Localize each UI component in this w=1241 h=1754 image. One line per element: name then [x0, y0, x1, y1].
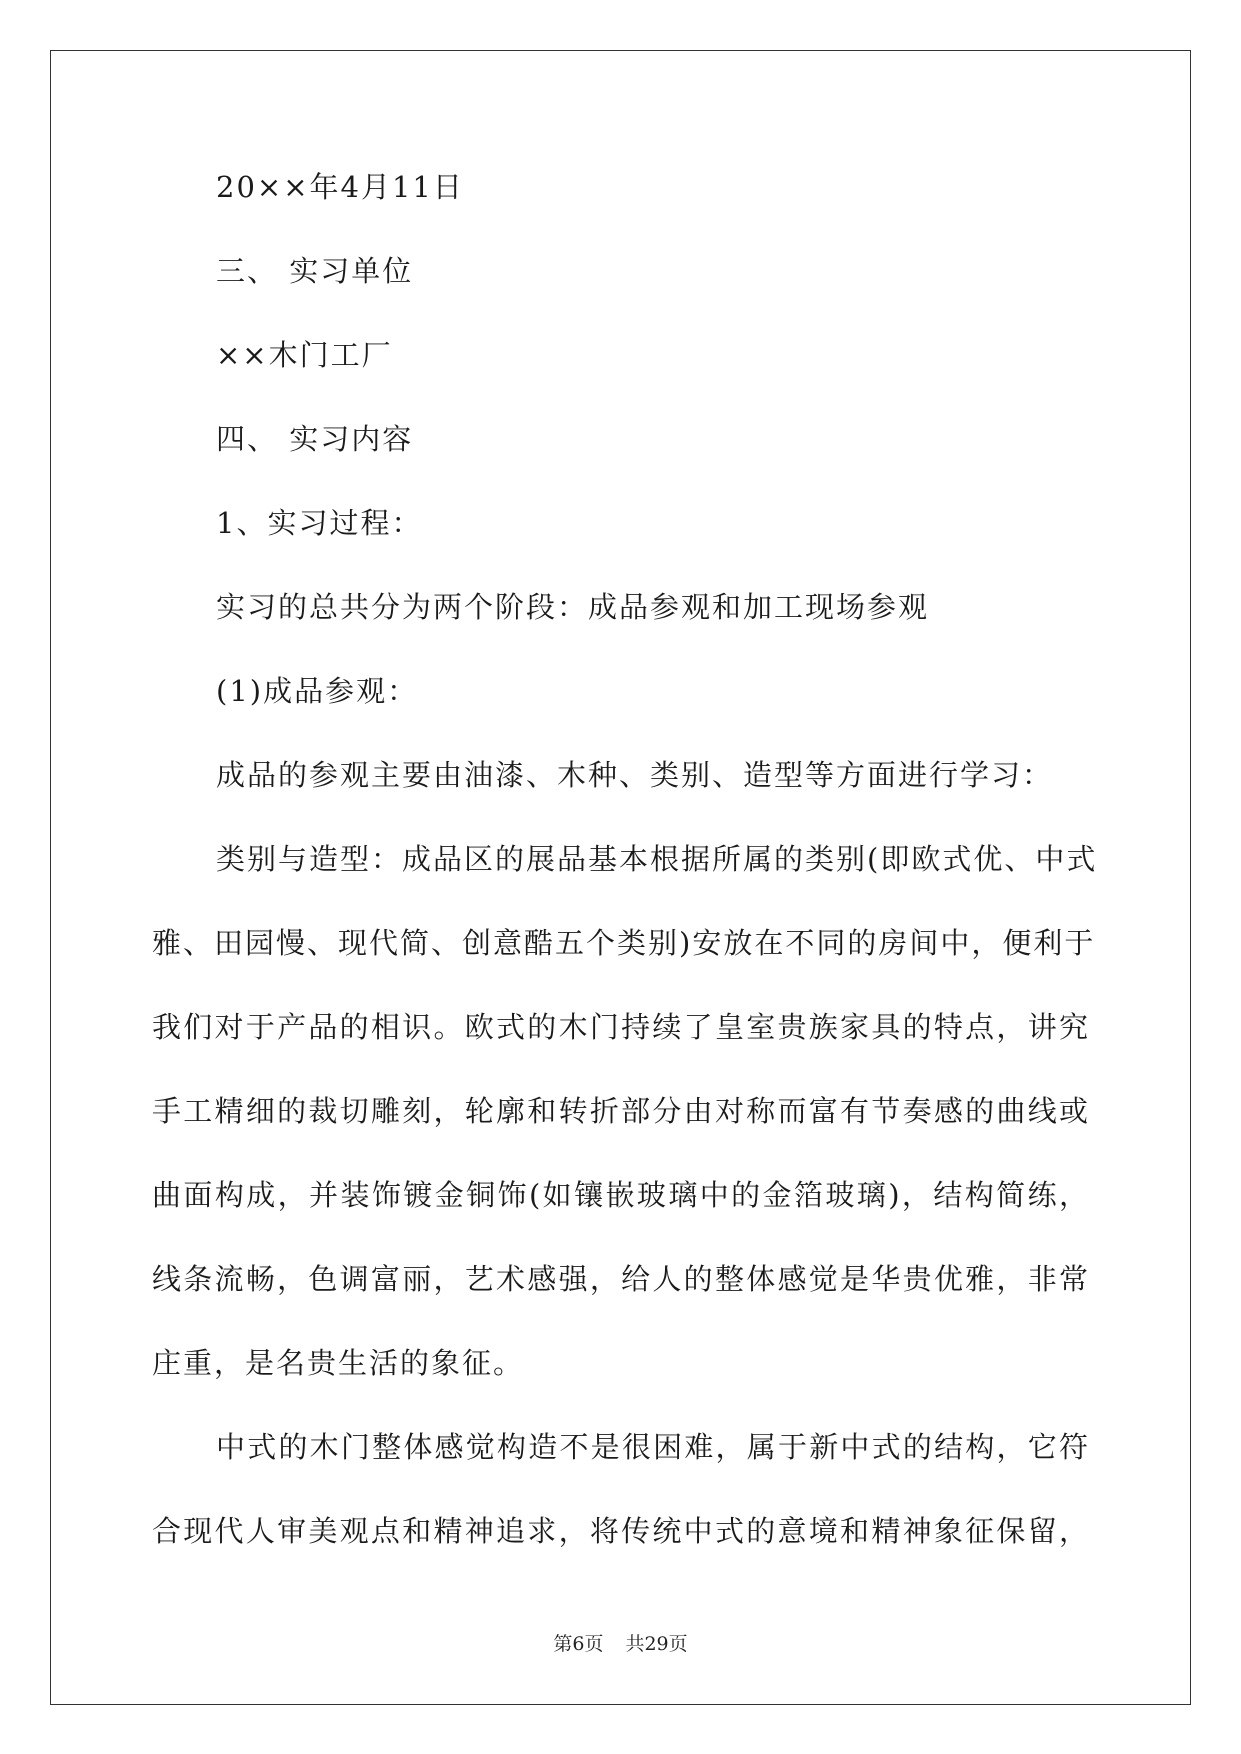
subsection-heading-products: (1)成品参观： — [216, 674, 419, 708]
date-line: 20××年4月11日 — [216, 170, 464, 204]
process-summary: 实习的总共分为两个阶段：成品参观和加工现场参观 — [216, 590, 930, 624]
paragraph-line: 中式的木门整体感觉构造不是很困难，属于新中式的结构，它符 — [216, 1430, 1090, 1464]
products-intro: 成品的参观主要由油漆、木种、类别、造型等方面进行学习： — [216, 758, 1054, 792]
paragraph-chinese-style — [152, 1427, 1090, 1551]
page-footer — [0, 1632, 1241, 1656]
section-heading-content: 四、 实习内容 — [216, 422, 414, 456]
paragraph-line: 线条流畅，色调富丽，艺术感强，给人的整体感觉是华贵优雅，非常 — [152, 1262, 1090, 1296]
paragraph-line: 曲面构成，并装饰镀金铜饰(如镶嵌玻璃中的金箔玻璃)，结构简练， — [152, 1178, 1090, 1212]
unit-name: ××木门工厂 — [216, 338, 393, 372]
page-number: 第6页 — [553, 1633, 604, 1655]
paragraph-line: 合现代人审美观点和精神追求，将传统中式的意境和精神象征保留， — [152, 1514, 1090, 1548]
paragraph-category-style — [152, 839, 1098, 1383]
paragraph-line: 我们对于产品的相识。欧式的木门持续了皇室贵族家具的特点，讲究 — [152, 1010, 1090, 1044]
paragraph-line: 手工精细的裁切雕刻，轮廓和转折部分由对称而富有节奏感的曲线或 — [152, 1094, 1090, 1128]
subsection-heading-process: 1、实习过程： — [216, 506, 423, 540]
section-heading-unit: 三、 实习单位 — [216, 254, 414, 288]
document-body — [152, 167, 1098, 1595]
paragraph-line: 庄重，是名贵生活的象征。 — [152, 1346, 525, 1380]
paragraph-line: 雅、田园慢、现代简、创意酷五个类别)安放在不同的房间中，便利于 — [152, 926, 1096, 960]
page-total: 共29页 — [625, 1633, 688, 1655]
paragraph-line: 类别与造型：成品区的展品基本根据所属的类别(即欧式优、中式 — [216, 842, 1098, 876]
